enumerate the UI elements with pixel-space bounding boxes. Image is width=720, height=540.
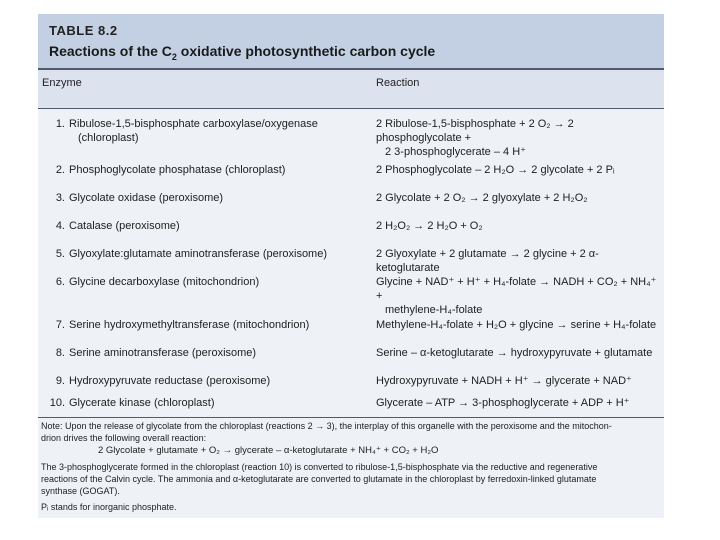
enzyme-cell: Ribulose-1,5-bisphosphate carboxylase/oxygenase (chloroplast)	[69, 118, 318, 144]
pi-definition-note: Pᵢ stands for inorganic phosphate.	[41, 502, 177, 512]
reaction-cell: 2 H₂O₂ → 2 H₂O + O₂	[376, 220, 483, 232]
reaction-cell: 2 Glyoxylate + 2 glutamate → 2 glycine + 2 α-ketoglutarate	[376, 248, 599, 274]
column-header-band	[38, 68, 664, 110]
reaction-cell: Methylene-H₄-folate + H₂O + glycine → serine + H₄-folate	[376, 319, 657, 331]
enzyme-cell: Glycerate kinase (chloroplast)	[69, 397, 215, 409]
row-number: 4.	[55, 220, 65, 232]
row-number: 7.	[55, 319, 65, 331]
paragraph-line: reactions of the Calvin cycle. The ammonia and α-ketoglutarate are converted to glutamate in the chloroplast by ferredoxin-linked glutamate	[41, 474, 597, 484]
reaction-cell: 2 Glycolate + 2 O₂ → 2 glyoxylate + 2 H₂O₂	[376, 192, 588, 204]
reaction-cell: 2 Phosphoglycolate – 2 H₂O → 2 glycolate + 2 Pᵢ	[376, 164, 615, 176]
enzyme-cell: Catalase (peroxisome)	[69, 220, 180, 232]
row-number: 6.	[55, 276, 65, 288]
column-header-reaction: Reaction	[376, 77, 420, 89]
enzyme-cell: Serine hydroxymethyltransferase (mitochondrion)	[69, 319, 310, 331]
reaction-cell: Glycerate – ATP → 3-phosphoglycerate + ADP + H⁺	[376, 397, 630, 409]
table-figure	[38, 14, 664, 518]
title-band	[38, 14, 664, 68]
table-number: TABLE 8.2	[49, 23, 118, 38]
enzyme-cell: Phosphoglycolate phosphatase (chloroplast)	[69, 164, 286, 176]
reaction-cell: Hydroxypyruvate + NADH + H⁺ → glycerate + NAD⁺	[376, 375, 632, 387]
note-line: drion drives the following overall reaction:	[41, 433, 207, 443]
enzyme-cell: Serine aminotransferase (peroxisome)	[69, 347, 257, 359]
reaction-cell: Glycine + NAD⁺ + H⁺ + H₄-folate → NADH + CO₂ + NH₄⁺ + methylene-H₄-folate	[376, 276, 657, 316]
table-title: Reactions of the $C_2$ oxidative photosynthetic carbon cycle	[49, 43, 436, 62]
enzyme-cell: Hydroxypyruvate reductase (peroxisome)	[69, 375, 271, 387]
row-number: 1.	[55, 118, 65, 130]
row-number: 5.	[55, 248, 65, 260]
note-line: Note: Upon the release of glycolate from the chloroplast (reactions 2 → 3), the interplay of this organelle with the peroxisome and the mitochon-	[41, 421, 612, 431]
table-body	[38, 108, 664, 418]
reaction-cell: Serine – α-ketoglutarate → hydroxypyruvate + glutamate	[376, 347, 653, 359]
column-header-enzyme: Enzyme	[42, 77, 82, 89]
enzyme-cell: Glycolate oxidase (peroxisome)	[69, 192, 224, 204]
row-number: 9.	[55, 375, 65, 387]
row-number: 10.	[49, 397, 65, 409]
paragraph-line: synthase (GOGAT).	[41, 486, 120, 496]
enzyme-cell: Glycine decarboxylase (mitochondrion)	[69, 276, 260, 288]
reaction-cell: 2 Ribulose-1,5-bisphosphate + 2 O₂ → 2 phosphoglycolate + 2 3-phosphoglycerate – 4 H⁺	[376, 118, 574, 158]
row-number: 8.	[55, 347, 65, 359]
overall-reaction-equation: 2 Glycolate + glutamate + O₂ → glycerate – α-ketoglutarate + NH₄⁺ + CO₂ + H₂O	[98, 445, 439, 456]
table-footnotes	[38, 418, 664, 518]
paragraph-line: The 3-phosphoglycerate formed in the chloroplast (reaction 10) is converted to ribulose-1,5-bisphosphate via the reductive and regenerative	[41, 462, 598, 472]
row-number: 2.	[55, 164, 65, 176]
row-number: 3.	[55, 192, 65, 204]
enzyme-cell: Glyoxylate:glutamate aminotransferase (peroxisome)	[69, 248, 328, 260]
